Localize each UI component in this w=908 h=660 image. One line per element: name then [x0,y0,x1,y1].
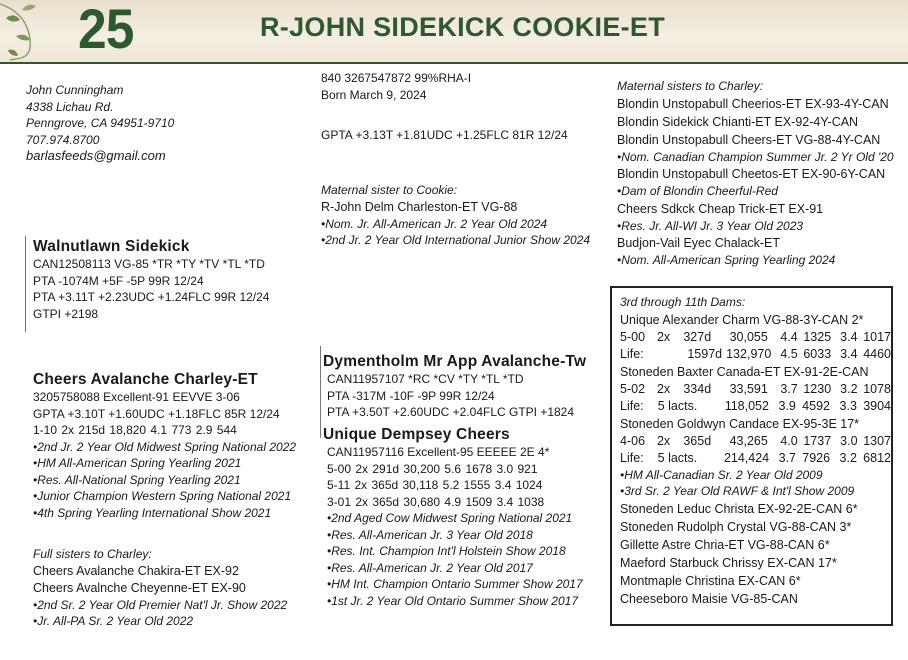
maternal-sister-entry: Blondin Unstopabull Cheetos-ET EX-90-6Y-CAN [617,167,886,181]
record-milkings: 2x [656,381,671,396]
record-age: 5-02 [620,381,646,396]
full-sister-note: •Jr. All-PA Sr. 2 Year Old 2022 [33,614,194,628]
dam-honor: •Res. All-National Spring Yearling 2021 [33,472,241,487]
pedigree-line [25,236,26,332]
later-dam-name: Cheeseboro Maisie VG-85-CAN [620,591,798,606]
dam-honor: •2nd Jr. 2 Year Old Midwest Spring National 2022 [33,439,297,454]
consignor-block [26,82,174,165]
dam5-honor: •3rd Sr. 2 Year Old RAWF & Int'l Show 2009 [620,484,855,498]
dam-honor: •4th Spring Yearling International Show 2021 [33,505,272,520]
record-days: 327d [683,329,712,344]
record-fat: 1230 [803,381,832,396]
lifetime-fat: 4592 [802,398,830,413]
grandsire-line: PTA +3.50T +2.60UDC +2.04FLC GTPI +1824 [327,405,575,419]
dam-line: 3205758088 Excellent-91 EEVVE 3-06 [33,390,240,404]
record-milkings: 2x [656,329,671,344]
full-sister-name: Cheers Avalanche Chakira-ET EX-92 [33,563,239,578]
record-protein: 1078 [863,381,891,396]
lifetime-protein-pct: 3.2 [839,450,857,465]
consignor-email: barlasfeeds@gmail.com [26,148,166,163]
maternal-sister-entry: Cheers Sdkck Cheap Trick-ET EX-91 [617,201,824,216]
birth-date: Born March 9, 2024 [321,87,427,102]
lifetime-label: Life: [620,398,644,413]
record-days: 365d [683,433,712,448]
lifetime-protein: 3904 [863,398,891,413]
lifetime-protein: 6812 [863,450,891,465]
full-sister-name: Cheers Avalnche Cheyenne-ET EX-90 [33,580,246,595]
maternal-sister-name: R-John Delm Charleston-ET VG-88 [321,199,518,214]
lifetime-milk: 118,052 [724,398,769,413]
registration-line: 840 3267547872 99%RHA-I [321,71,472,85]
later-dam-name: Stoneden Leduc Christa EX-92-2E-CAN 6* [620,501,858,516]
lifetime-fat-pct: 4.5 [780,346,798,361]
maternal-sister-note: •Nom. Canadian Champion Summer Jr. 2 Yr Old '20 [617,149,894,164]
lifetime-days: 1597d [687,346,723,361]
maternal-sister-note: •2nd Jr. 2 Year Old International Junior Show 2024 [321,233,591,247]
lifetime-label: Life: [620,346,644,361]
pedigree-line [320,346,321,438]
lifetime-label: Life: [620,450,644,465]
consignor-name: John Cunningham [26,83,124,97]
grandsire-line: CAN11957107 *RC *CV *TY *TL *TD [327,372,524,386]
lifetime-fat-pct: 3.9 [778,398,796,413]
maternal-grandsire-name: Dymentholm Mr App Avalanche-Tw [323,353,587,370]
granddam-record: 5-11 2x 365d 30,118 5.2 1555 3.4 1024 [327,478,543,492]
sire-line: CAN12508113 VG-85 *TR *TY *TV *TL *TD [33,257,265,271]
granddam-honor: •HM Int. Champion Ontario Summer Show 2017 [327,577,583,591]
maternal-sister-note: •Nom. All-American Spring Yearling 2024 [617,253,836,267]
grandsire-line: PTA -317M -10F -9P 99R 12/24 [327,388,495,403]
lifetime-lacts: 5 lacts. [657,398,698,413]
sire-name: Walnutlawn Sidekick [33,238,190,255]
consignor-city: Penngrove, CA 94951-9710 [26,116,175,130]
record-fat: 1737 [803,433,832,448]
lifetime-milk: 214,424 [723,450,770,465]
sire-line: PTA +3.11T +2.23UDC +1.24FLC 99R 12/24 [33,290,270,304]
dam-record: 1-10 2x 215d 18,820 4.1 773 2.9 544 [33,423,237,437]
later-dam-name: Montmaple Christina EX-CAN 6* [620,573,801,588]
granddam-record: 3-01 2x 365d 30,680 4.9 1509 3.4 1038 [327,494,545,509]
record-protein-pct: 3.0 [840,433,858,448]
consignor-street: 4338 Lichau Rd. [26,99,114,114]
granddam-honor: •Res. All-American Jr. 3 Year Old 2018 [327,527,533,542]
maternal-sister-note: •Dam of Blondin Cheerful-Red [617,184,778,198]
record-protein-pct: 3.4 [840,329,858,344]
animal-info-block [321,70,568,144]
dam5-record [620,433,891,450]
granddam-line: CAN11957116 Excellent-95 EEEEE 2E 4* [327,445,550,459]
lifetime-fat: 6033 [803,346,832,361]
granddam-honor: •Res. Int. Champion Int'l Holstein Show 2018 [327,544,566,558]
record-protein-pct: 3.2 [840,381,858,396]
record-milkings: 2x [656,433,671,448]
lifetime-fat-pct: 3.7 [778,450,797,465]
lot-number: 25 [78,0,134,60]
full-sisters-label: Full sisters to Charley: [33,547,152,561]
dam-name: Cheers Avalanche Charley-ET [33,371,258,388]
dam4-record [620,381,891,398]
dam3-lifetime [620,346,891,363]
maternal-sister-note: •Res. Jr. All-WI Jr. 3 Year Old 2023 [617,218,804,233]
dam-honor: •Junior Champion Western Spring National 2021 [33,489,292,503]
maternal-sisters-label: Maternal sisters to Charley: [617,79,764,93]
granddam-record: 5-00 2x 291d 30,200 5.6 1678 3.0 921 [327,461,538,476]
dam5-honor: •HM All-Canadian Sr. 2 Year Old 2009 [620,467,823,482]
lifetime-lacts: 5 lacts. [657,450,698,465]
sire-line: GTPI +2198 [33,306,99,321]
dam3-record [620,329,891,346]
sire-line: PTA -1074M +5F -5P 99R 12/24 [33,273,204,288]
granddam-block [323,425,583,609]
header-divider [0,62,908,64]
record-milk: 30,055 [729,329,768,344]
later-dam-name: Stoneden Rudolph Crystal VG-88-CAN 3* [620,519,852,534]
dam-block [33,370,296,521]
record-fat-pct: 4.0 [780,433,798,448]
page-title: R-JOHN SIDEKICK COOKIE-ET [260,12,666,42]
lifetime-protein-pct: 3.3 [839,398,857,413]
dam-honor: •HM All-American Spring Yearling 2021 [33,456,242,470]
dams-box [610,286,893,626]
vine-decoration-icon [0,0,70,62]
granddam-honor: •2nd Aged Cow Midwest Spring National 2021 [327,511,573,525]
maternal-sister-entry: Blondin Unstopabull Cheerios-ET EX-93-4Y-CAN [617,96,889,111]
lifetime-fat: 7926 [802,450,831,465]
later-dam-name: Maeford Starbuck Chrissy EX-CAN 17* [620,555,837,570]
record-fat: 1325 [803,329,832,344]
record-days: 334d [683,381,712,396]
maternal-sister-entry: Blondin Unstopabull Cheers-ET VG-88-4Y-CAN [617,132,881,147]
lifetime-protein-pct: 3.4 [840,346,858,361]
consignor-phone: 707.974.8700 [26,132,100,147]
dam-line: GPTA +3.10T +1.60UDC +1.18FLC 85R 12/24 [33,406,280,421]
dam4-lifetime [620,398,891,415]
granddam-name: Unique Dempsey Cheers [323,426,510,443]
record-milk: 33,591 [729,381,768,396]
lifetime-milk: 132,970 [726,346,772,361]
gpta-line: GPTA +3.13T +1.81UDC +1.25FLC 81R 12/24 [321,128,568,142]
record-protein: 1307 [863,433,891,448]
dam3-name: Unique Alexander Charm VG-88-3Y-CAN 2* [620,312,864,327]
dams-box-label: 3rd through 11th Dams: [620,295,746,309]
record-milk: 43,265 [729,433,768,448]
full-sister-note: •2nd Sr. 2 Year Old Premier Nat'l Jr. Show 2022 [33,597,288,612]
granddam-honor: •Res. All-American Jr. 2 Year Old 2017 [327,560,533,575]
later-dam-name: Gillette Astre Chria-ET VG-88-CAN 6* [620,537,830,552]
dam5-name: Stoneden Goldwyn Candace EX-95-3E 17* [620,416,860,431]
maternal-sisters-charley-block [617,78,894,269]
maternal-sister-entry: Blondin Sidekick Chianti-ET EX-92-4Y-CAN [617,114,859,129]
maternal-grandsire-block [323,352,586,421]
granddam-honor: •1st Jr. 2 Year Old Ontario Summer Show 2017 [327,593,578,608]
sire-block [33,237,269,322]
record-protein: 1017 [863,329,891,344]
record-fat-pct: 3.7 [780,381,798,396]
dam5-lifetime [620,450,891,467]
record-age: 4-06 [620,433,646,448]
record-age: 5-00 [620,329,646,344]
full-sisters-block [33,546,287,630]
dam4-name: Stoneden Baxter Canada-ET EX-91-2E-CAN [620,364,869,379]
maternal-sister-label: Maternal sister to Cookie: [321,183,458,197]
maternal-sister-note: •Nom. Jr. All-American Jr. 2 Year Old 2024 [321,216,548,231]
header-banner [0,0,908,62]
record-fat-pct: 4.4 [780,329,798,344]
maternal-sister-cookie-block [321,182,590,249]
maternal-sister-entry: Budjon-Vail Eyec Chalack-ET [617,236,781,250]
lifetime-protein: 4460 [863,346,892,361]
